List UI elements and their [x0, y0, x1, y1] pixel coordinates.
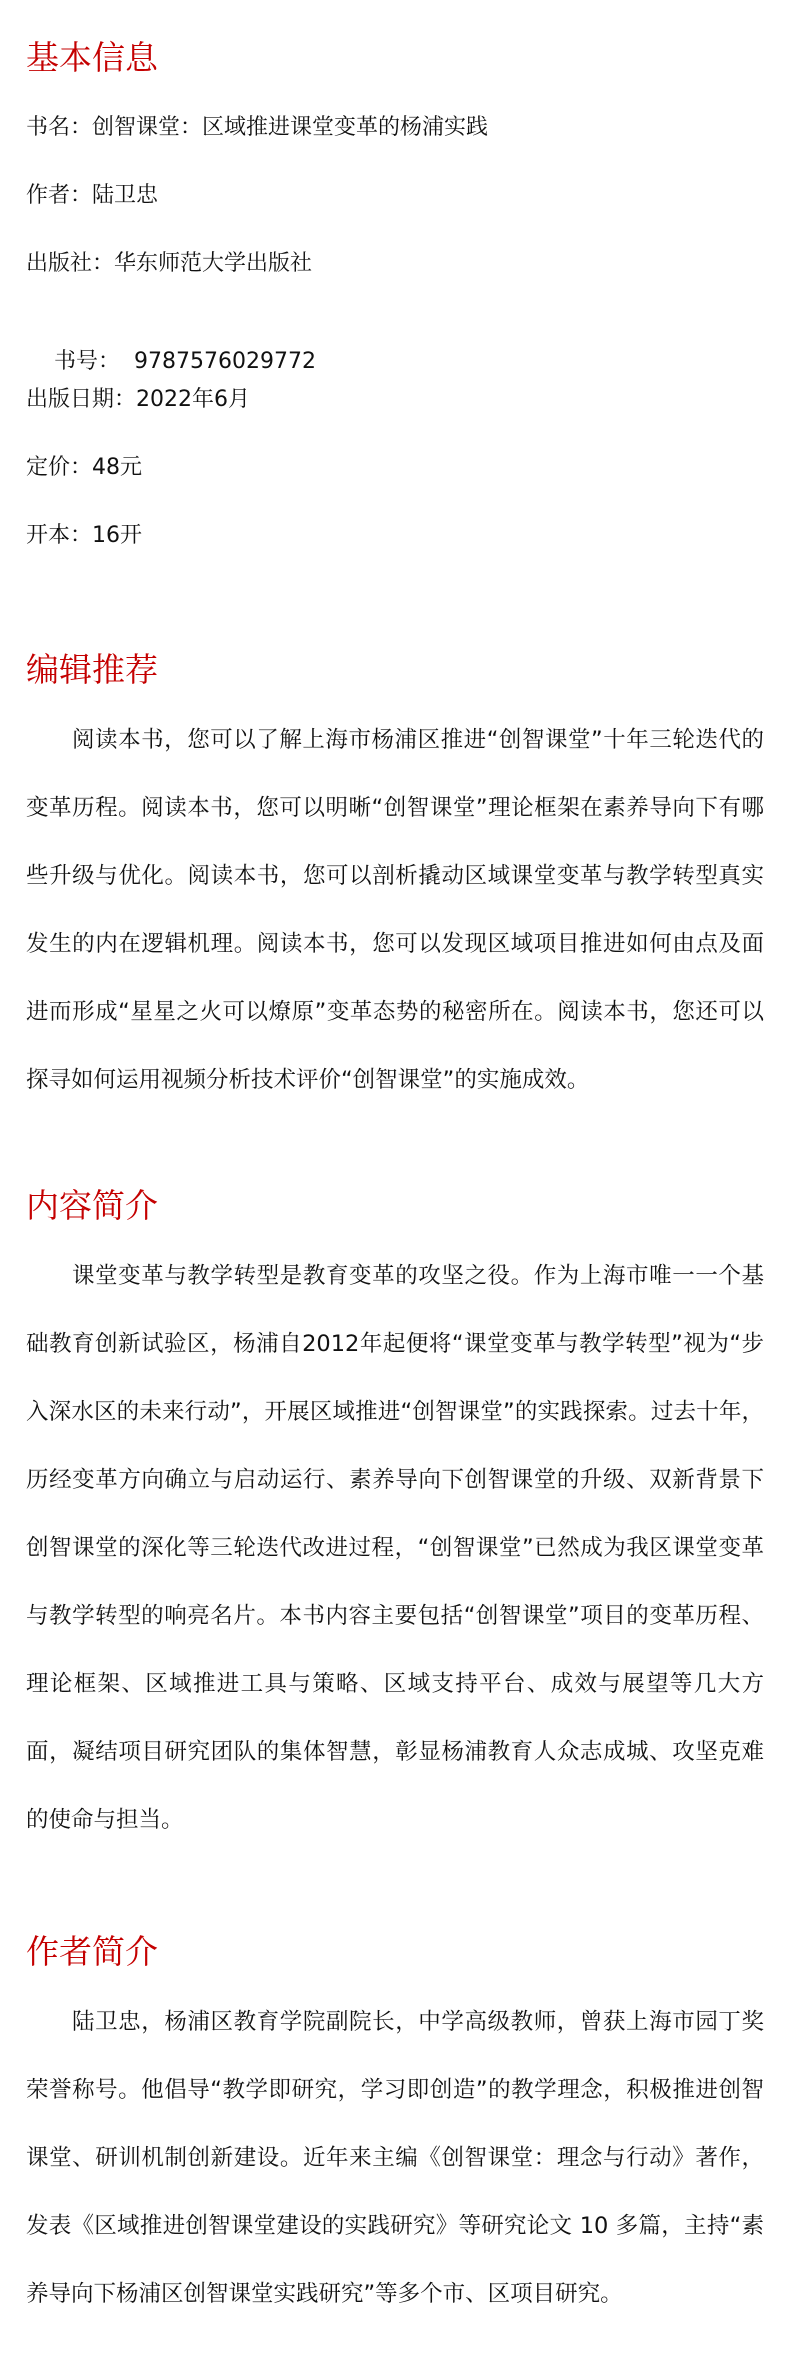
info-format-label: 开本： — [26, 523, 93, 548]
info-publisher-line — [26, 249, 312, 279]
info-author-value: 陆卫忠 — [92, 183, 159, 208]
info-title-value: 创智课堂：区域推进课堂变革的杨浦实践 — [92, 115, 489, 140]
info-price-value: 48元 — [92, 455, 143, 480]
info-format-value: 16开 — [92, 523, 143, 548]
info-isbn-label: 书号： — [53, 349, 120, 374]
info-price-label: 定价： — [26, 455, 93, 480]
info-pubdate-label: 出版日期： — [26, 387, 137, 412]
info-title-label: 书名： — [26, 115, 93, 140]
author-intro-text: 陆卫忠，杨浦区教育学院副院长，中学高级教师，曾获上海市园丁奖荣誉称号。他倡导“教学即研究，学习即创造”的教学理念，积极推进创智课堂、研训机制创新建设。近年来主编《创智课堂：理念与行动》著作，发表《区域推进创智课堂建设的实践研究》等研究论文 10 多篇，主持“素养导向下杨浦区创智课堂实践研究”等多个市、区项目研究。 — [26, 2009, 764, 2307]
info-pubdate-value: 2022年6月 — [136, 387, 251, 412]
info-price-line — [26, 453, 142, 483]
content-summary-text: 课堂变革与教学转型是教育变革的攻坚之役。作为上海市唯一一个基础教育创新试验区，杨浦自2012年起便将“课堂变革与教学转型”视为“步入深水区的未来行动”，开展区域推进“创智课堂”的实践探索。过去十年，历经变革方向确立与启动运行、素养导向下创智课堂的升级、双新背景下创智课堂的深化等三轮迭代改进过程，“创智课堂”已然成为我区课堂变革与教学转型的响亮名片。本书内容主要包括“创智课堂”项目的变革历程、理论框架、区域推进工具与策略、区域支持平台、成效与展望等几大方面，凝结项目研究团队的集体智慧，彰显杨浦教育人众志成城、攻坚克难的使命与担当。 — [26, 1263, 764, 1833]
editor-recommendation-text: 阅读本书，您可以了解上海市杨浦区推进“创智课堂”十年三轮迭代的变革历程。阅读本书，您可以明晰“创智课堂”理论框架在素养导向下有哪些升级与优化。阅读本书，您可以剖析撬动区域课堂变革与教学转型真实发生的内在逻辑机理。阅读本书，您可以发现区域项目推进如何由点及面进而形成“星星之火可以燎原”变革态势的秘密所在。阅读本书，您还可以探寻如何运用视频分析技术评价“创智课堂”的实施成效。 — [26, 727, 764, 1093]
info-pubdate-line — [26, 385, 250, 415]
editor-recommendation-heading: 编辑推荐 — [26, 650, 158, 689]
info-publisher-value: 华东师范大学出版社 — [114, 251, 313, 276]
author-intro-heading: 作者简介 — [26, 1932, 158, 1971]
info-author-label: 作者： — [26, 183, 93, 208]
content-summary-heading: 内容简介 — [26, 1186, 158, 1225]
info-format-line — [26, 521, 142, 551]
info-publisher-label: 出版社： — [26, 251, 115, 276]
info-isbn-value: 9787576029772 — [120, 349, 316, 374]
basic-info-heading: 基本信息 — [26, 38, 158, 77]
info-author-line — [26, 181, 158, 211]
info-title-line — [26, 113, 488, 143]
